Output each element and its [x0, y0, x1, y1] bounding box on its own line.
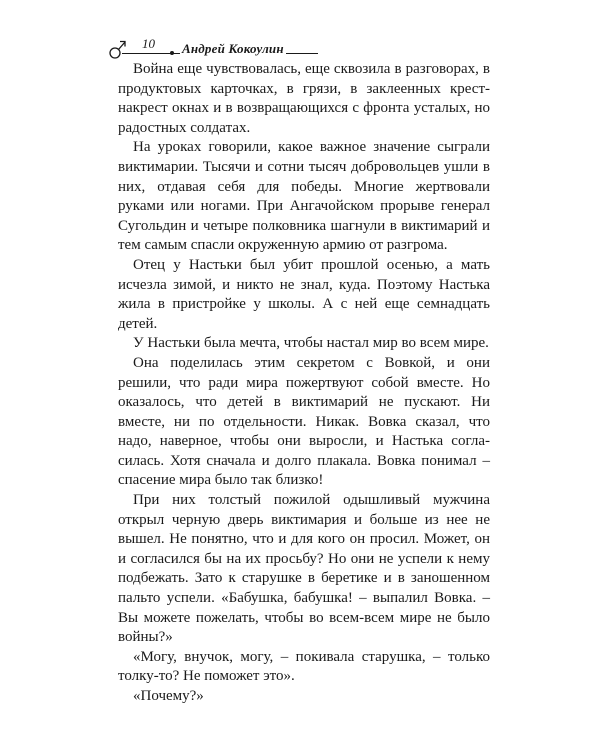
running-header [108, 36, 318, 62]
male-symbol-icon [108, 38, 128, 60]
paragraph: При них толстый пожилой одышливый мужчина открыл черную дверь виктимария и больше из нее не вышел. Не понятно, что и для кого он просил. Может, он и согласился бы на их просьбу? Но они не успели к нему подбежать. Зато к старушке в беретике и в заношенном пальто успели. «Бабушка, бабушка! – выпалил Вовка. – Вы можете пожелать, чтобы во всем-всем мире не было войны?» [118, 492, 490, 646]
paragraph: Она поделилась этим секретом с Вовкой, и они решили, что ради мира пожертвуют собой вместе. Но оказалось, что детей в виктимарий не пускают. Ни вместе, ни по отдельности. Никак. Вовка сказал, что надо, наверное, чтобы они выросли, и Настька согласилась. Хотя сначала и долго плакала. Вовка понимал – спасение мира было так близко! [118, 354, 490, 489]
paragraph: Война еще чувствовалась, еще сквозила в разговорах, в продуктовых карточках, в грязи, в заклеенных крест-накрест окнах и в возвращающихся с фронта усталых, но радостных солдатах. [118, 61, 490, 136]
paragraph: «Могу, внучок, могу, – покивала старушка, – только толку-то? Не поможет это». [118, 648, 490, 685]
author-name: Андрей Кокоулин [182, 41, 284, 56]
paragraph: На уроках говорили, какое важное значение сыграли виктимарии. Тысячи и сотни тысяч добровольцев ушли в них, отдавая себя для победы. Многие жертвовали руками или ногами. При Ангачойском прорыве генерал Сугольдин и четыре полковника шагнули в виктимарий и тем самым спасли окруженную армию от разгрома. [118, 139, 490, 254]
page-number: 10 [142, 36, 155, 51]
paragraph: «Почему?» [133, 688, 204, 704]
paragraph: Отец у Настьки был убит прошлой осенью, а мать исчезла зимой, и никто не знал, куда. Поэтому Настька жила в пристройке у школы. А с ней еще семнадцать детей. [118, 256, 490, 332]
paragraph: У Настьки была мечта, чтобы настал мир во всем мире. [133, 335, 489, 352]
body-text [118, 60, 490, 707]
header-dot [170, 51, 174, 55]
